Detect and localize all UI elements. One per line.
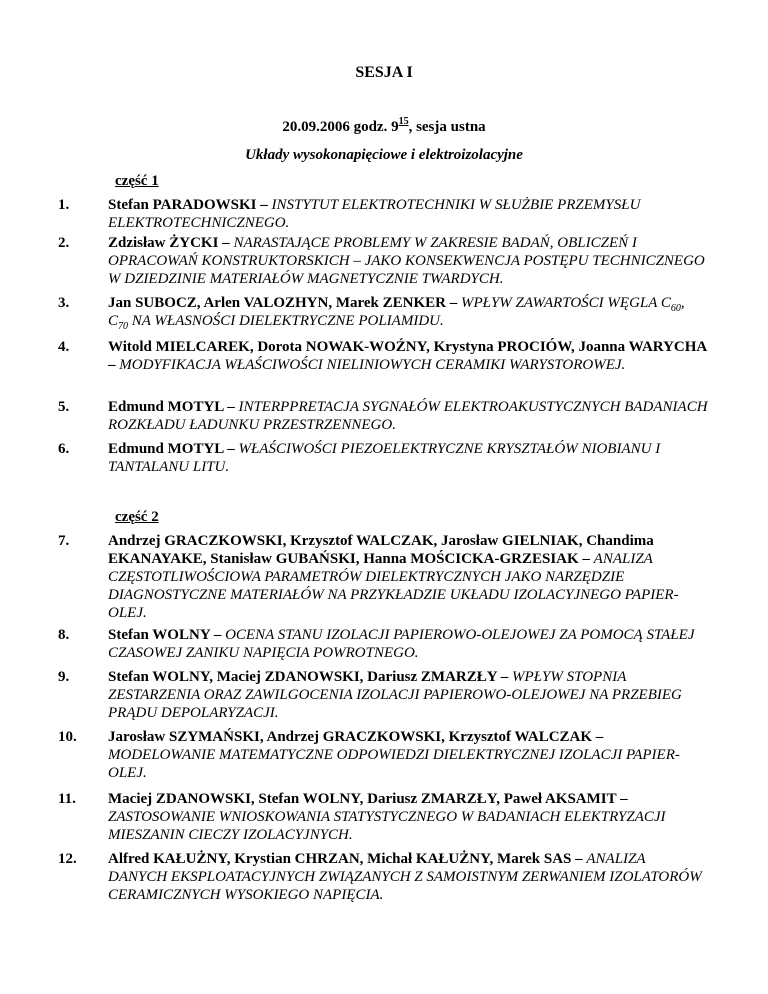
- item-number: 5.: [58, 399, 70, 415]
- session-time-superscript: 15: [398, 116, 409, 127]
- session-date: 20.09.2006 godz. 9: [282, 119, 399, 135]
- item-authors: Maciej ZDANOWSKI, Stefan WOLNY, Dariusz ZMARZŁY, Paweł AKSAMIT –: [108, 791, 628, 807]
- item-title-part: , C: [108, 295, 685, 329]
- item-authors: Alfred KAŁUŻNY, Krystian CHRZAN, Michał KAŁUŻNY, Marek SAS –: [108, 851, 583, 867]
- list-item: [58, 398, 708, 434]
- item-number: 9.: [58, 669, 70, 685]
- item-authors: Witold MIELCAREK, Dorota NOWAK-WOŹNY, Krystyna PROCIÓW, Joanna WARYCHA –: [108, 339, 707, 373]
- list-item: [58, 850, 708, 904]
- item-number: 3.: [58, 295, 70, 311]
- part-heading: część 2: [115, 509, 159, 525]
- item-number: 4.: [58, 339, 70, 355]
- item-title: ANALIZA DANYCH EKSPLOATACYJNYCH ZWIĄZANYCH Z SAMOISTNYM ZERWANIEM IZOLATORÓW CERAMICZNYCH WYSOKIEGO NAPIĘCIA.: [108, 851, 702, 903]
- list-item: [58, 440, 708, 476]
- item-authors: Jan SUBOCZ, Arlen VALOZHYN, Marek ZENKER –: [108, 295, 458, 311]
- item-authors: Edmund MOTYL –: [108, 399, 235, 415]
- item-title: WPŁYW STOPNIA ZESTARZENIA ORAZ ZAWILGOCENIA IZOLACJI PAPIEROWO-OLEJOWEJ NA PRZEBIEG PRĄDU DEPOLARYZACJI.: [108, 669, 682, 721]
- session-subtitle: Układy wysokonapięciowe i elektroizolacyjne: [245, 147, 523, 163]
- item-title: INTERPPRETACJA SYGNAŁÓW ELEKTROAKUSTYCZNYCH BADANIACH ROZKŁADU ŁADUNKU PRZESTRZENNEGO.: [108, 399, 708, 433]
- item-title: MODYFIKACJA WŁAŚCIWOŚCI NIELINIOWYCH CERAMIKI WARYSTOROWEJ.: [119, 357, 626, 373]
- item-title: OCENA STANU IZOLACJI PAPIEROWO-OLEJOWEJ ZA POMOCĄ STAŁEJ CZASOWEJ ZANIKU NAPIĘCIA POWROTNEGO.: [108, 627, 695, 661]
- item-title: ZASTOSOWANIE WNIOSKOWANIA STATYSTYCZNEGO W BADANIACH ELEKTRYZACJI MIESZANIN CIECZY IZOLACYJNYCH.: [108, 809, 666, 843]
- item-title: NARASTAJĄCE PROBLEMY W ZAKRESIE BADAŃ, OBLICZEŃ I OPRACOWAŃ KONSTRUKTORSKICH – JAKO KONSEKWENCJA POSTĘPU TECHNICZNEGO W DZIEDZINIE MATERIAŁÓW MAGNETYCZNIE TWARDYCH.: [108, 235, 705, 287]
- item-authors: Andrzej GRACZKOWSKI, Krzysztof WALCZAK, Jarosław GIELNIAK, Chandima EKANAYAKE, Stanisław GUBAŃSKI, Hanna MOŚCICKA-GRZESIAK –: [108, 533, 654, 567]
- item-title: ANALIZA CZĘSTOTLIWOŚCIOWA PARAMETRÓW DIELEKTRYCZNYCH JAKO NARZĘDZIE DIAGNOSTYCZNE MATERIAŁÓW NA PRZYKŁADZIE UKŁADU IZOLACYJNEGO PAPIER-OLEJ.: [108, 551, 679, 621]
- item-title-subscript: 70: [118, 321, 129, 332]
- session-date-line: [0, 118, 768, 136]
- list-item: [58, 668, 708, 722]
- list-item: [58, 790, 708, 844]
- list-item: [58, 196, 708, 232]
- item-number: 8.: [58, 627, 70, 643]
- item-title: WŁAŚCIWOŚCI PIEZOELEKTRYCZNE KRYSZTAŁÓW NIOBIANU I TANTALANU LITU.: [108, 441, 661, 475]
- item-number: 10.: [58, 729, 77, 745]
- item-number: 11.: [58, 791, 76, 807]
- item-number: 7.: [58, 533, 70, 549]
- item-title-part: WPŁYW ZAWARTOŚCI WĘGLA C: [460, 295, 671, 311]
- item-number: 6.: [58, 441, 70, 457]
- list-item: [58, 338, 708, 374]
- item-number: 1.: [58, 197, 70, 213]
- list-item: [58, 532, 708, 622]
- list-item: [58, 234, 708, 288]
- list-item: [58, 626, 708, 662]
- item-authors: Stefan WOLNY, Maciej ZDANOWSKI, Dariusz ZMARZŁY –: [108, 669, 509, 685]
- list-item: [58, 728, 708, 782]
- item-title-subscript: 60: [670, 303, 681, 314]
- session-type: , sesja ustna: [408, 119, 486, 135]
- item-authors: Edmund MOTYL –: [108, 441, 235, 457]
- item-authors: Stefan PARADOWSKI –: [108, 197, 268, 213]
- session-title: SESJA I: [355, 64, 413, 81]
- list-item: [58, 294, 708, 330]
- item-authors: Jarosław SZYMAŃSKI, Andrzej GRACZKOWSKI, Krzysztof WALCZAK –: [108, 729, 604, 745]
- item-number: 12.: [58, 851, 77, 867]
- item-title: INSTYTUT ELEKTROTECHNIKI W SŁUŻBIE PRZEMYSŁU ELEKTROTECHNICZNEGO.: [108, 197, 641, 231]
- item-authors: Zdzisław ŻYCKI –: [108, 235, 230, 251]
- item-title: MODELOWANIE MATEMATYCZNE ODPOWIEDZI DIELEKTRYCZNEJ IZOLACJI PAPIER-OLEJ.: [108, 747, 680, 781]
- item-authors: Stefan WOLNY –: [108, 627, 222, 643]
- item-number: 2.: [58, 235, 70, 251]
- part-heading: część 1: [115, 173, 159, 189]
- item-title-part: NA WŁASNOŚCI DIELEKTRYCZNE POLIAMIDU.: [128, 313, 444, 329]
